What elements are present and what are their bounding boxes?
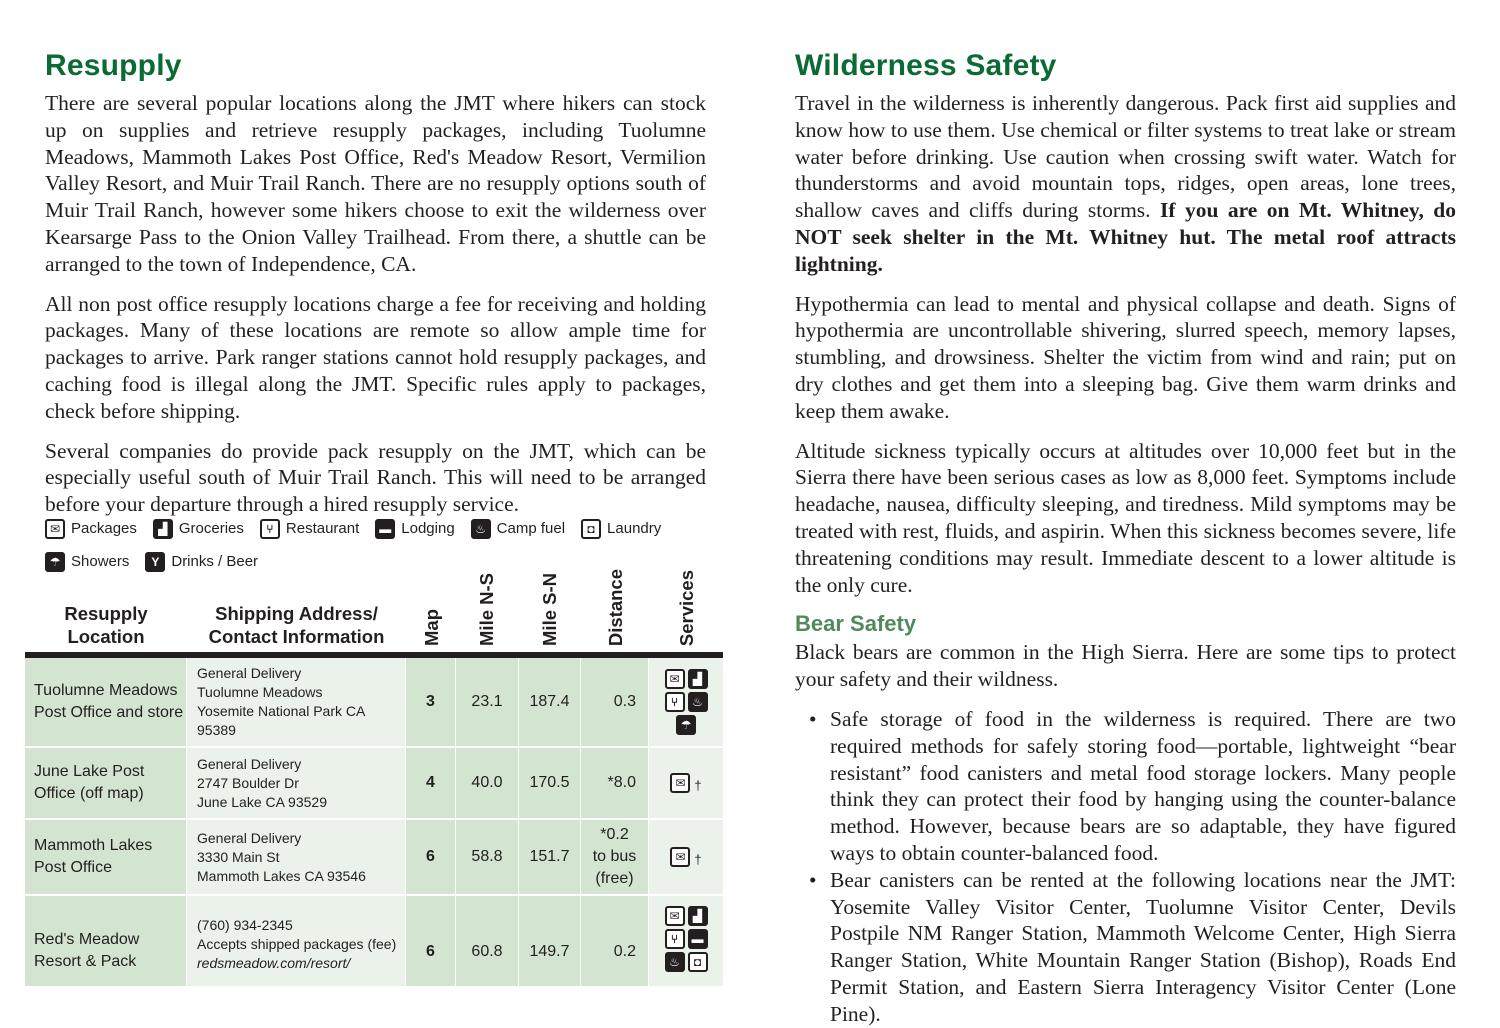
row-services [649,896,723,986]
row-map: 3 [406,658,456,746]
fork-knife-icon: ⑂ [665,929,685,949]
list-item: • Safe storage of food in the wilderness is required. There are two required methods for safely storing food—portable, lightweight “bear resistant” food canisters and metal food storage lockers. Many people think they can protect their food by hanging using the counter-balance method. However, because bears are so adaptable, they have figured ways to obtain counter-balanced food. [809,706,1456,865]
table-row [25,820,723,896]
header-address: Shipping Address/ Contact Information [208,603,385,647]
legend-groceries: ▟ Groceries [153,519,244,539]
row-address: (760) 934-2345 Accepts shipped packages (fee) redsmeadow.com/resort/ [187,896,406,986]
envelope-icon: ✉ [670,847,690,867]
table-header [25,560,723,658]
row-mile-sn: 170.5 [519,748,581,818]
dagger-note: † [694,852,702,867]
legend-restaurant: ⑂ Restaurant [260,519,359,539]
list-item: • Bear canisters can be rented at the following locations near the JMT: Yosemite Valley Visitor Center, Tuolumne Visitor Center, Devils Postpile NM Ranger Station, Mammoth Welcome Center, High Sierra Ranger Station, White Mountain Ranger Station (Bishop), Roads End Permit Station, and Eastern Sierra Interagency Visitor Center (Lone Pine). [809,867,1456,1026]
wilderness-safety-title: Wilderness Safety [795,49,1057,82]
washing-machine-icon: ◘ [688,952,708,972]
header-mile-sn: Mile S-N [539,573,560,646]
bear-intro: Black bears are common in the High Sierra. Here are some tips to protect your safety and their wildness. [795,640,1456,692]
row-mile-sn: 187.4 [519,658,581,746]
shower-icon: ☂ [676,715,696,735]
row-mile-ns: 58.8 [456,820,519,894]
row-address: General Delivery 2747 Boulder Dr June Lake CA 93529 [187,748,406,818]
header-map: Map [421,609,442,646]
wilderness-safety-section [795,48,1456,1028]
row-location: Tuolumne Meadows Post Office and store [25,658,187,746]
bed-icon: ▬ [688,929,708,949]
safety-paragraph-1: Travel in the wilderness is inherently dangerous. Pack first aid supplies and know how to use them. Use chemical or filter systems to treat lake or stream water before drinking. Use caution when crossing swift water. Watch for thunderstorms and avoid mountain tops, ridges, open areas, lone trees, shallow caves and cliffs during storms. If you are on Mt. Whitney, do NOT seek shelter in the Mt. Whitney hut. The metal roof attracts lightning. [795,91,1456,276]
envelope-icon: ✉ [670,773,690,793]
legend-camp-fuel: ♨ Camp fuel [471,519,565,539]
header-mile-ns: Mile N-S [476,573,497,646]
resupply-title: Resupply [45,49,182,82]
row-location: Mammoth Lakes Post Office [25,820,187,894]
table-row [25,658,723,748]
row-services [649,820,723,894]
row-distance: 0.2 [581,896,649,986]
resupply-paragraph-2: All non post office resupply locations charge a fee for receiving and holding packages. Many of these locations are remote so allow ample time for packages to arrive. Park ranger stations cannot hold resupply packages, and caching food is illegal along the JMT. Specific rules apply to packages, check before shipping. [45,291,706,423]
row-mile-sn: 151.7 [519,820,581,894]
grocery-cart-icon: ▟ [688,669,708,689]
fork-knife-icon: ⑂ [260,519,280,539]
grocery-cart-icon: ▟ [688,906,708,926]
row-distance: 0.3 [581,658,649,746]
table-row [25,896,723,988]
legend-showers: ☂ Showers [45,552,129,572]
washing-machine-icon: ◘ [581,519,601,539]
row-mile-ns: 23.1 [456,658,519,746]
row-location: Red's Meadow Resort & Pack [25,896,187,986]
row-map: 6 [406,896,456,986]
row-services [649,658,723,746]
legend-laundry: ◘ Laundry [581,519,661,539]
table-row [25,748,723,820]
envelope-icon: ✉ [665,669,685,689]
grocery-cart-icon: ▟ [153,519,173,539]
row-address: General Delivery Tuolumne Meadows Yosemite National Park CA 95389 [187,658,406,746]
envelope-icon: ✉ [665,906,685,926]
bear-tips-list [795,706,1456,1028]
fork-knife-icon: ⑂ [665,692,685,712]
resort-website-link[interactable]: redsmeadow.com/resort/ [197,954,351,971]
resupply-section [45,48,706,531]
resupply-paragraph-1: There are several popular locations along the JMT where hikers can stock up on supplies and retrieve resupply packages, including Tuolumne Meadows, Mammoth Lakes Post Office, Red's Meadow Resort, Vermilion Valley Resort, and Muir Trail Ranch. There are no resupply options south of Muir Trail Ranch, however some hikers choose to exit the wilderness over Kearsarge Pass to the Onion Valley Trailhead. From there, a shuttle can be arranged to the town of Independence, CA. [45,91,706,276]
whitney-warning: If you are on Mt. Whitney, do NOT seek shelter in the Mt. Whitney hut. The metal roof attracts lightning. [795,198,1456,276]
flame-icon: ♨ [688,692,708,712]
resupply-table [25,560,723,988]
altitude-paragraph: Altitude sickness typically occurs at altitudes over 10,000 feet but in the Sierra there have been serious cases as low as 8,000 feet. Symptoms include headache, nausea, difficulty sleeping, and tiredness. Mild symptoms may be treated with rest, fluids, and aspirin. When this sickness becomes severe, life threatening conditions may result. Immediate descent to a lower altitude is the only cure. [795,438,1456,597]
legend-packages: ✉ Packages [45,519,137,539]
cocktail-glass-icon: Y [145,552,165,572]
envelope-icon: ✉ [45,519,65,539]
shower-icon: ☂ [45,552,65,572]
header-location: Resupply Location [64,603,148,647]
bear-safety-title: Bear Safety [795,611,917,637]
row-distance: *0.2 to bus (free) [581,820,649,894]
row-mile-sn: 149.7 [519,896,581,986]
row-distance: *8.0 [581,748,649,818]
row-services [649,748,723,818]
flame-icon: ♨ [665,952,685,972]
row-map: 6 [406,820,456,894]
legend-lodging: ▬ Lodging [375,519,454,539]
flame-icon: ♨ [471,519,491,539]
row-address: General Delivery 3330 Main St Mammoth Lakes CA 93546 [187,820,406,894]
row-mile-ns: 40.0 [456,748,519,818]
row-mile-ns: 60.8 [456,896,519,986]
header-services: Services [676,569,697,646]
row-location: June Lake Post Office (off map) [25,748,187,818]
bed-icon: ▬ [375,519,395,539]
dagger-note: † [694,778,702,793]
header-distance: Distance [605,568,626,646]
legend-drinks: Y Drinks / Beer [145,552,258,572]
row-map: 4 [406,748,456,818]
hypothermia-paragraph: Hypothermia can lead to mental and physical collapse and death. Signs of hypothermia are uncontrollable shivering, slurred speech, memory lapses, stumbling, and drowsiness. Shelter the victim from wind and rain; put on dry clothes and get them into a sleeping bag. Give them warm drinks and keep them awake. [795,291,1456,423]
resupply-paragraph-3: Several companies do provide pack resupply on the JMT, which can be especially useful south of Muir Trail Ranch. This will need to be arranged before your departure through a hired resupply service. [45,438,706,517]
